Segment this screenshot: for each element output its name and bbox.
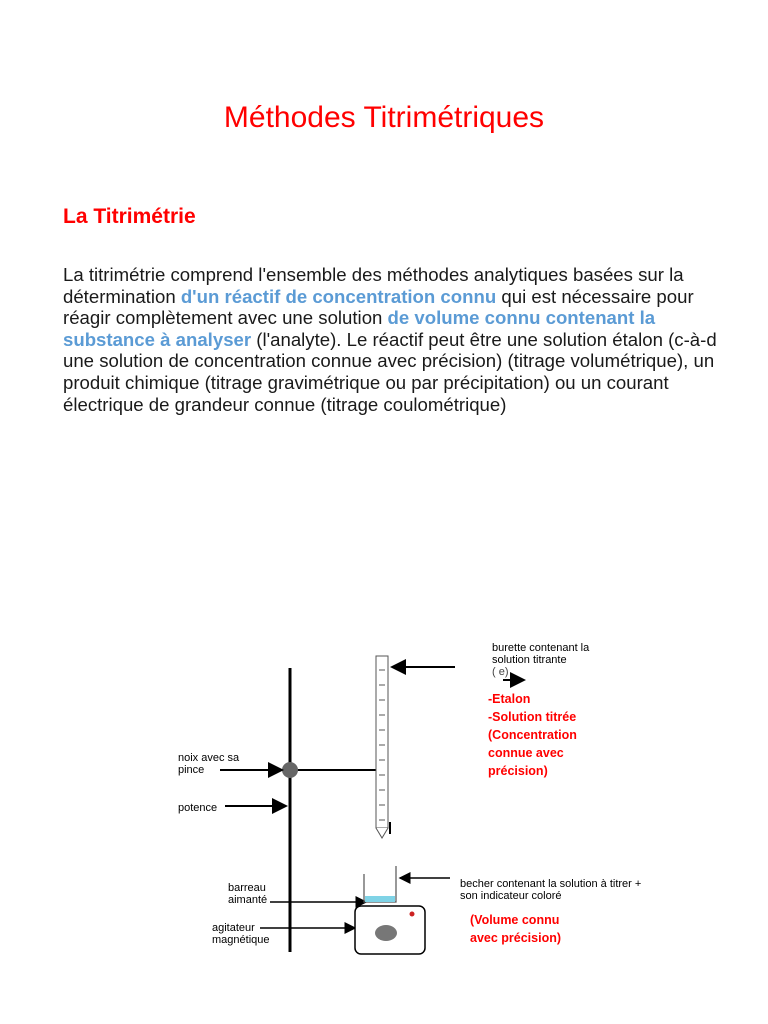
diagram-drawing	[150, 630, 670, 960]
clamp-knot	[282, 762, 298, 778]
becher-label: becher contenant la solution à titrer + son indicateur coloré	[460, 878, 642, 902]
page-title: Méthodes Titrimétriques	[223, 101, 545, 134]
potence-label: potence	[178, 802, 218, 814]
noix-label: noix avec sa pince	[178, 752, 240, 776]
titration-diagram	[150, 630, 670, 960]
volume-note: (Volume connu avec précision)	[470, 913, 562, 945]
paragraph-text-1: La titrimétrie comprend l'ensemble des méthodes analytiques basées sur la détermination	[63, 264, 684, 307]
stirrer-knob	[375, 925, 397, 941]
section-heading: La Titrimétrie	[63, 205, 196, 228]
paragraph-text-3: (l'analyte). Le réactif peut être une solution étalon (c-à-d une solution de concentration connue avec précision) (titrage volumétrique), un produit chimique (titrage gravimétrique ou par précipitation) ou un courant électrique de grandeur connue (titrage coulométrique)	[63, 328, 717, 415]
paragraph-text-2: qui est nécessaire pour réagir complètement avec une solution	[63, 285, 694, 329]
burette-tip	[376, 828, 388, 838]
barreau-label: barreau aimanté	[228, 882, 268, 906]
highlight-reagent: d'un réactif de concentration connu	[180, 285, 497, 307]
body-paragraph	[63, 264, 728, 415]
burette-label: burette contenant la solution titrante ( e)	[492, 642, 590, 678]
etalon-note: -Etalon -Solution titrée (Concentration connue avec précision)	[488, 692, 577, 778]
stirrer-indicator	[410, 912, 415, 917]
agitateur-label: agitateur magnétique	[212, 922, 270, 946]
highlight-analyte: de volume connu contenant la substance à analyser	[63, 307, 656, 350]
beaker-liquid	[365, 896, 395, 902]
burette	[376, 656, 388, 828]
